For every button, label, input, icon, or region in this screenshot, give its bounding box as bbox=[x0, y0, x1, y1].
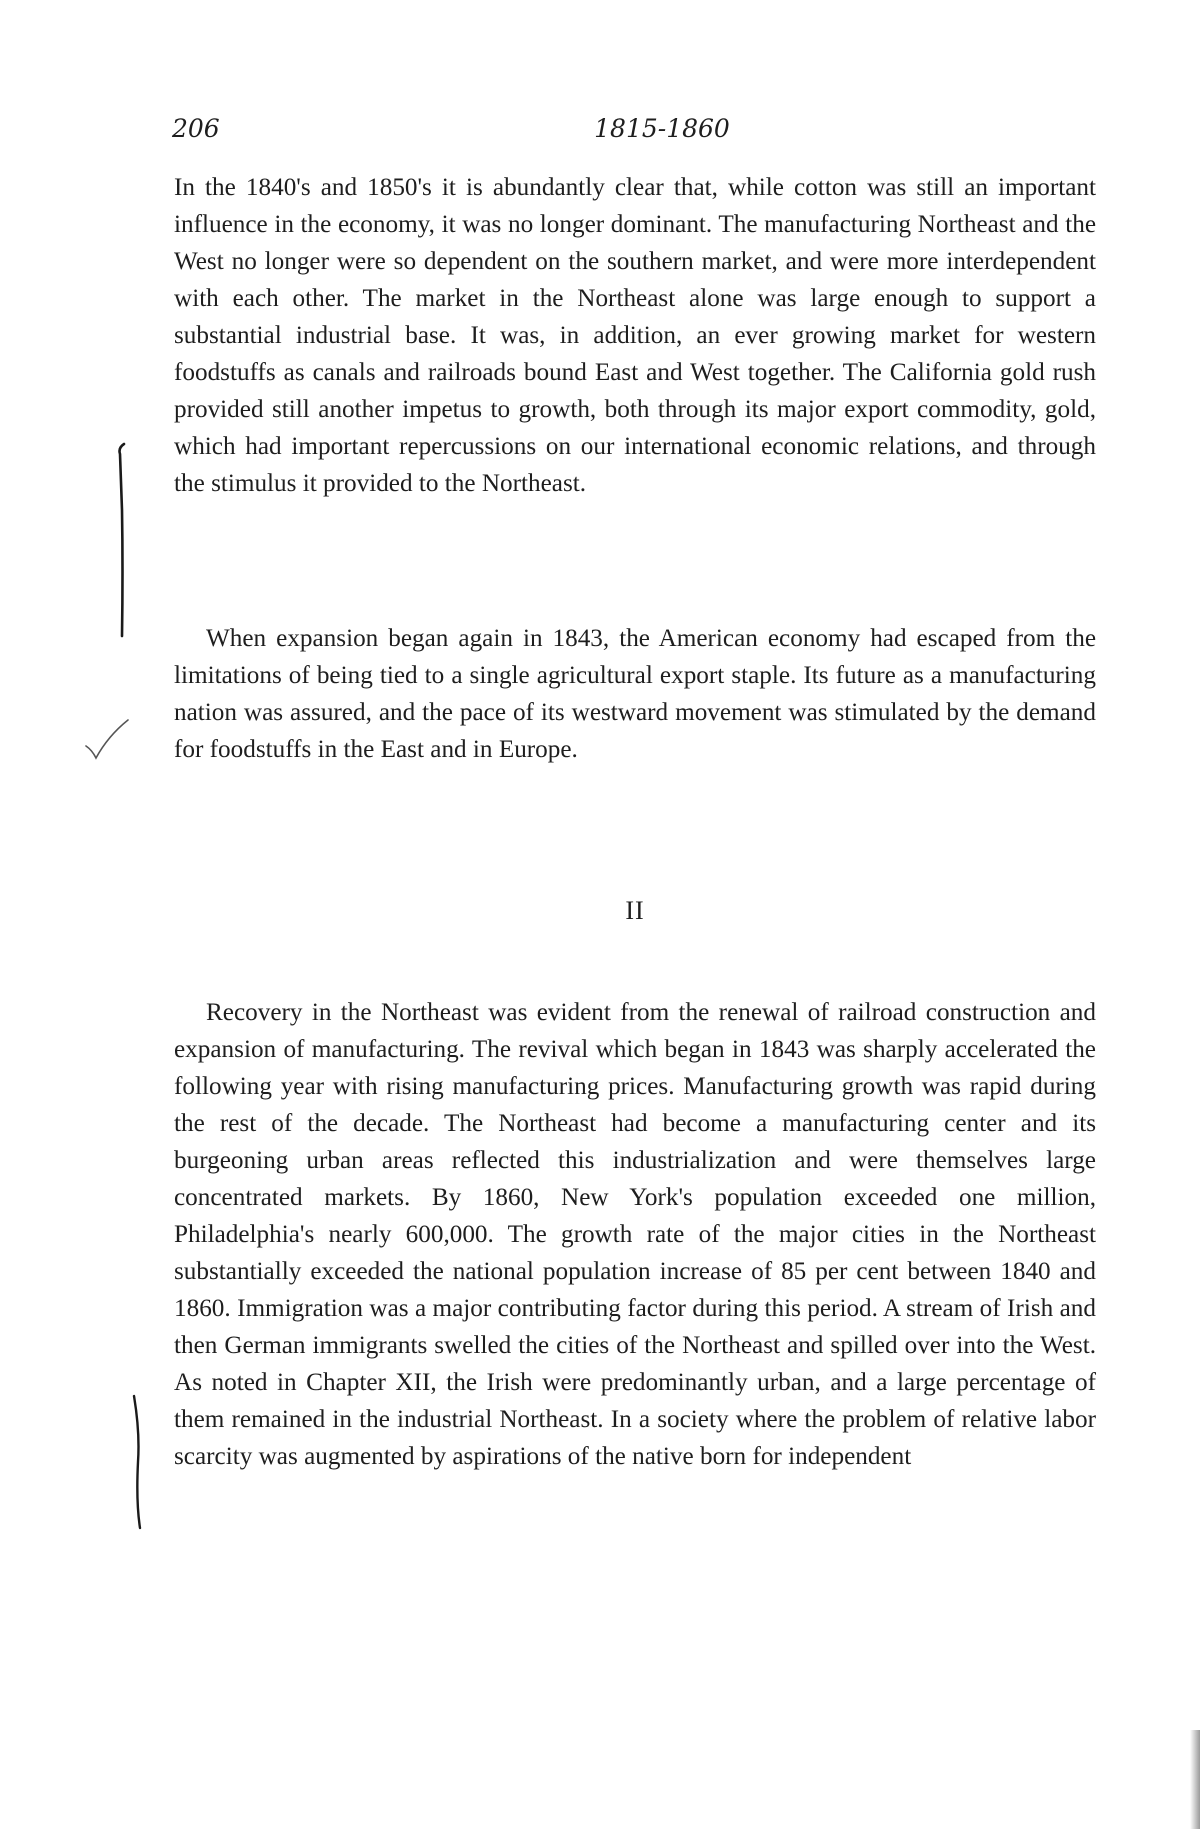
margin-bracket-mark-lower bbox=[124, 1392, 154, 1532]
margin-bracket-mark bbox=[110, 440, 140, 640]
margin-checkmark-icon bbox=[82, 716, 132, 762]
page-header bbox=[172, 114, 1100, 146]
scan-edge-shadow bbox=[1190, 1730, 1200, 1829]
paragraph-1: In the 1840's and 1850's it is abundantly clear that, while cotton was still an important influence in the economy, it was no longer dominant. The manufacturing Northeast and the West no longer were so dependent on the southern market, and were more interdependent with each other. The market in the Northeast alone was large enough to support a substantial industrial base. It was, in addition, an ever growing market for western foodstuffs as canals and railroads bound East and West together. The California gold rush provided still another impetus to growth, both through its major export commodity, gold, which had important repercussions on our international economic relations, and through the stimulus it provided to the Northeast. bbox=[174, 174, 1096, 497]
page-number: 206 bbox=[172, 114, 220, 143]
paragraph-2: When expansion began again in 1843, the American economy had escaped from the limitations of being tied to a single agricultural export staple. Its future as a manufacturing nation was assured, and the pace of its westward movement was stimulated by the demand for foodstuffs in the East and in Europe. bbox=[174, 625, 1096, 763]
running-head: 1815-1860 bbox=[594, 114, 730, 143]
section-heading: II bbox=[625, 896, 645, 925]
paragraph-3: Recovery in the Northeast was evident from the renewal of railroad construction and expansion of manufacturing. The revival which began in 1843 was sharply accelerated the following year with rising manufacturing prices. Manufacturing growth was rapid during the rest of the decade. The Northeast had become a manufacturing center and its burgeoning urban areas reflected this industrialization and were themselves large concentrated markets. By 1860, New York's population exceeded one million, Philadelphia's nearly 600,000. The growth rate of the major cities in the Northeast substantially exceeded the national population increase of 85 per cent between 1840 and 1860. Immigration was a major contributing factor during this period. A stream of Irish and then German immigrants swelled the cities of the Northeast and spilled over into the West. As noted in Chapter XII, the Irish were predominantly urban, and a large percentage of them remained in the industrial Northeast. In a society where the problem of relative labor scarcity was augmented by aspirations of the native born for independent bbox=[174, 999, 1096, 1470]
